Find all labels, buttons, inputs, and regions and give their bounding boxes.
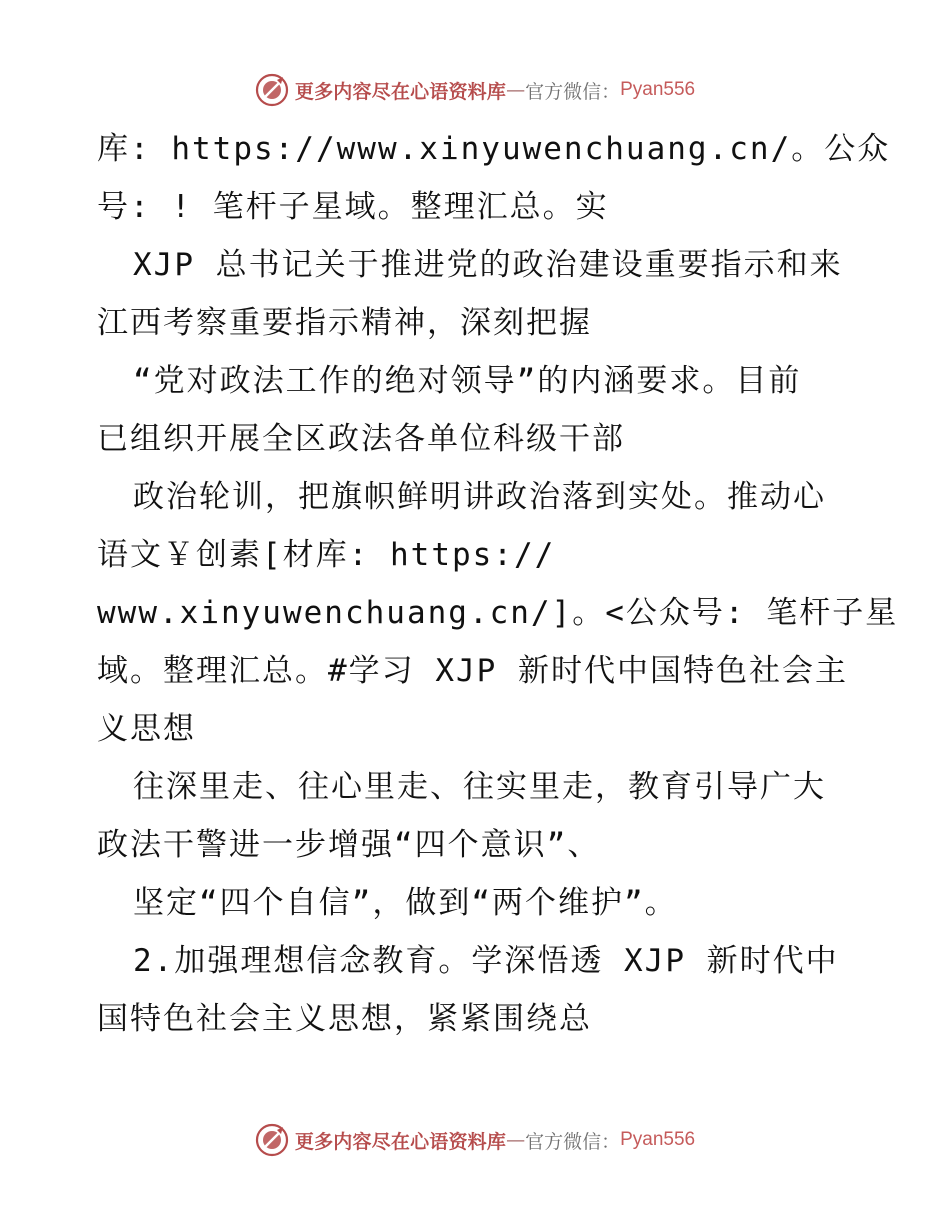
text-line: 域。整理汇总。#学习 XJP 新时代中国特色社会主	[97, 653, 848, 689]
paragraph-start-line: 政治轮训，把旗帜鲜明讲政治落到实处。推动心	[133, 479, 826, 515]
banner-separator: —	[506, 1129, 526, 1151]
banner-wechat-label: 官方微信：	[525, 80, 621, 103]
paragraph-start-line: 往深里走、往心里走、往实里走，教育引导广大	[133, 769, 826, 805]
header-banner	[0, 70, 950, 110]
banner-slogan: 更多内容尽在心语资料库	[294, 1130, 507, 1153]
banner-wechat-label: 官方微信：	[525, 1130, 621, 1153]
banner-slogan: 更多内容尽在心语资料库	[294, 80, 507, 103]
banner-separator: —	[506, 79, 526, 101]
text-line: 江西考察重要指示精神，深刻把握	[97, 305, 592, 341]
text-line: www.xinyuwenchuang.cn/]。<公众号: 笔杆子星	[97, 595, 899, 631]
brand-logo-icon	[255, 1123, 289, 1157]
banner-wechat-id: Pyan556	[620, 79, 696, 100]
text-line: 国特色社会主义思想，紧紧围绕总	[97, 1001, 592, 1037]
text-line: 已组织开展全区政法各单位科级干部	[97, 421, 625, 457]
paragraph-start-line: 坚定“四个自信”，做到“两个维护”。	[133, 885, 678, 921]
footer-banner	[0, 1120, 950, 1160]
banner-wechat-id: Pyan556	[620, 1129, 696, 1150]
text-line: 政法干警进一步增强“四个意识”、	[97, 827, 601, 863]
text-line: 语文￥创素[材库: https://	[97, 537, 556, 573]
paragraph-start-line: XJP 总书记关于推进党的政治建设重要指示和来	[133, 247, 843, 283]
paragraph-start-line: 2.加强理想信念教育。学深悟透 XJP 新时代中	[133, 943, 839, 979]
text-line: 义思想	[97, 711, 196, 747]
paragraph-start-line: “党对政法工作的绝对领导”的内涵要求。目前	[133, 363, 802, 399]
brand-logo-icon	[255, 73, 289, 107]
text-line: 号: ! 笔杆子星域。整理汇总。实	[97, 189, 609, 225]
text-line: 库: https://www.xinyuwenchuang.cn/。公众	[97, 131, 891, 167]
